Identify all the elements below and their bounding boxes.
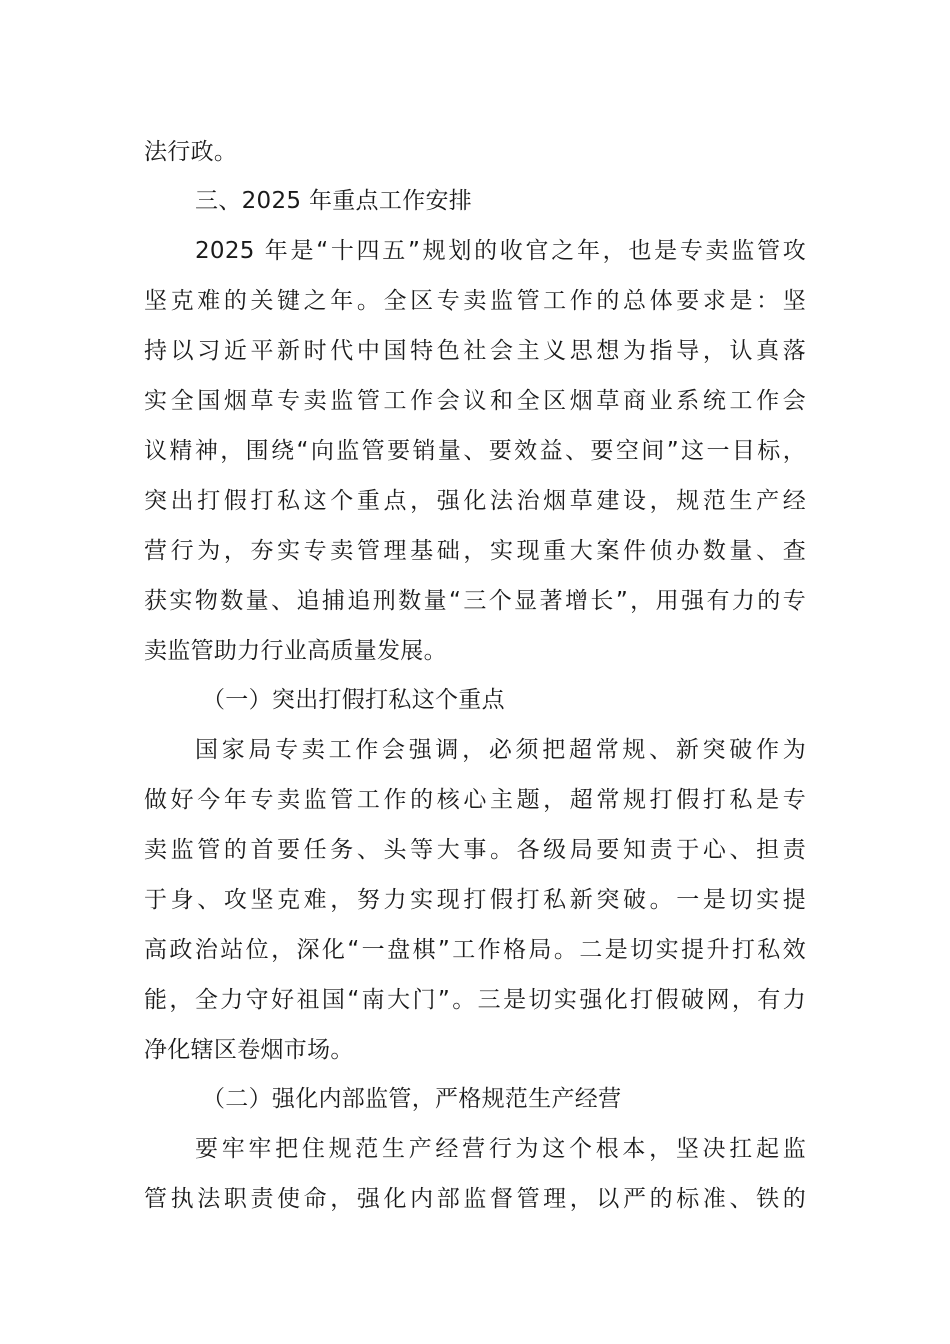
paragraph-line: 卖监管助力行业高质量发展。	[144, 638, 447, 664]
paragraph-line: 2025 年是“十四五”规划的收官之年，也是专卖监管攻	[195, 238, 806, 264]
paragraph-line: 坚克难的关键之年。全区专卖监管工作的总体要求是：坚	[144, 288, 806, 314]
paragraph-line: 获实物数量、追捕追刑数量“三个显著增长”，用强有力的专	[144, 588, 806, 614]
subsection-heading: （二）强化内部监管，严格规范生产经营	[202, 1086, 622, 1112]
paragraph-line: 卖监管的首要任务、头等大事。各级局要知责于心、担责	[144, 837, 806, 863]
paragraph-line: 突出打假打私这个重点，强化法治烟草建设，规范生产经	[144, 488, 806, 514]
paragraph-line: 做好今年专卖监管工作的核心主题，超常规打假打私是专	[144, 787, 806, 813]
paragraph-line: 能，全力守好祖国“南大门”。三是切实强化打假破网，有力	[144, 987, 806, 1013]
paragraph-line: 实全国烟草专卖监管工作会议和全区烟草商业系统工作会	[144, 388, 806, 414]
paragraph-line: 管执法职责使命，强化内部监督管理，以严的标准、铁的	[144, 1186, 806, 1212]
subsection-heading: （一）突出打假打私这个重点	[202, 687, 505, 713]
paragraph-line: 营行为，夯实专卖管理基础，实现重大案件侦办数量、查	[144, 538, 806, 564]
paragraph-line: 于身、攻坚克难，努力实现打假打私新突破。一是切实提	[144, 887, 806, 913]
section-heading: 三、2025 年重点工作安排	[195, 188, 473, 214]
paragraph-line: 净化辖区卷烟市场。	[144, 1037, 354, 1063]
paragraph-line: 高政治站位，深化“一盘棋”工作格局。二是切实提升打私效	[144, 937, 806, 963]
paragraph-line: 国家局专卖工作会强调，必须把超常规、新突破作为	[195, 737, 806, 763]
paragraph-line: 议精神，围绕“向监管要销量、要效益、要空间”这一目标，	[144, 438, 806, 464]
paragraph-line: 法行政。	[144, 139, 238, 165]
paragraph-line: 持以习近平新时代中国特色社会主义思想为指导，认真落	[144, 338, 806, 364]
paragraph-line: 要牢牢把住规范生产经营行为这个根本，坚决扛起监	[195, 1136, 806, 1162]
